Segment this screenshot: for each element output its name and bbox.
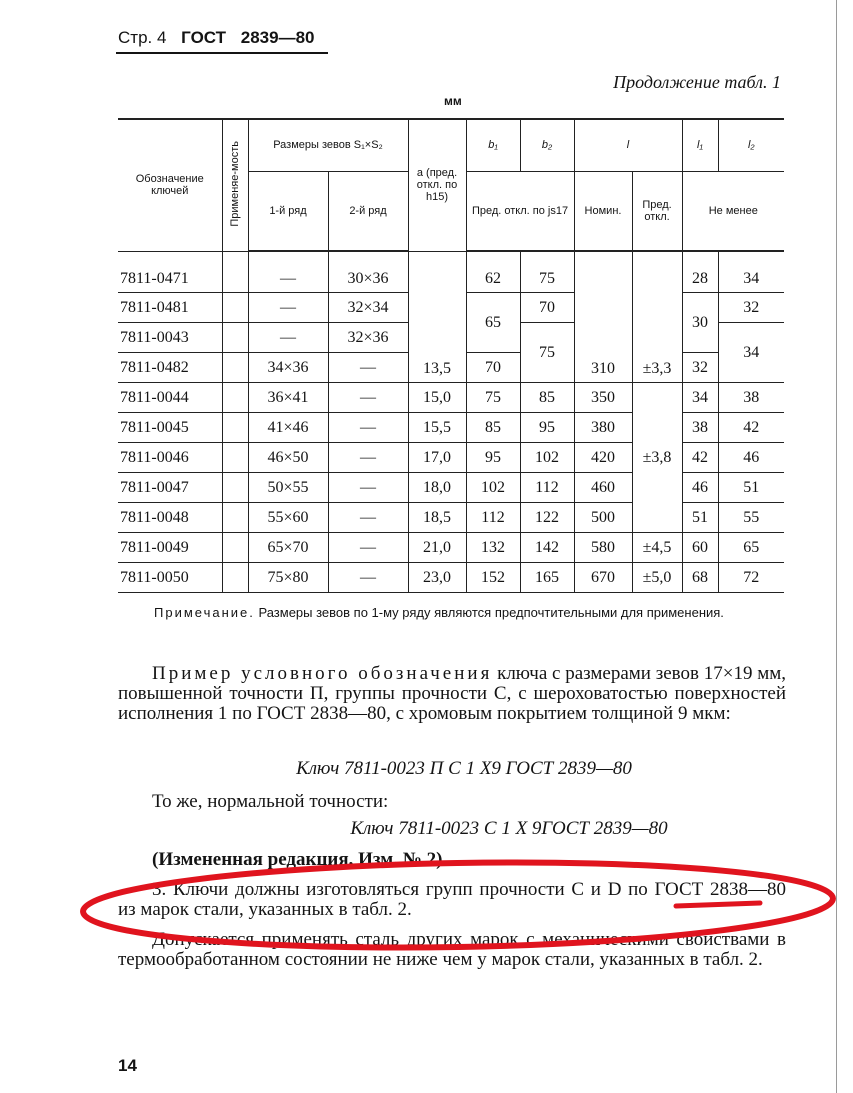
table-continuation-caption: Продолжение табл. 1 [613,72,781,92]
row-l2: 72 [718,563,784,593]
row-l1: 32 [682,353,718,383]
row-code: 7811-0471 [118,251,222,293]
row-code: 7811-0048 [118,503,222,533]
row-l1: 38 [682,413,718,443]
example-text: ключа с размерами зевов 17×19 мм, повышенной точности П, группы прочности С, с шероховатостью поверхностей исполнения 1 по ГОСТ 2838—80, с хромовым покрытием толщиной 9 мкм: [118,663,787,724]
header-page: Стр. 4 [118,28,167,47]
row-size-1: 46×50 [248,443,328,473]
row-code: 7811-0043 [118,323,222,353]
row-l-tolerance: ±4,5 [632,533,682,563]
row-l2: 34 [718,323,784,383]
row-b2: 165 [520,563,574,593]
row-code: 7811-0050 [118,563,222,593]
row-l-nominal: 380 [574,413,632,443]
row-l2: 65 [718,533,784,563]
row-code: 7811-0049 [118,533,222,563]
header-standard: ГОСТ [181,28,227,47]
row-l1: 51 [682,503,718,533]
row-a: 18,5 [408,503,466,533]
units-label: мм [444,94,462,108]
row-l1: 46 [682,473,718,503]
row-l-nominal: 670 [574,563,632,593]
header-l1: l₁ [682,119,718,171]
row-l-nominal: 460 [574,473,632,503]
merged-a: 13,5 [408,251,466,383]
row-l-nominal: 420 [574,443,632,473]
row-l1: 28 [682,251,718,293]
example-same: То же, нормальной точности: [152,791,389,812]
row-size-2: — [328,473,408,503]
header-number: 2839—80 [240,28,315,47]
row-l2: 34 [718,251,784,293]
header-row1: 1-й ряд [248,171,328,251]
header-nominal: Номин. [574,171,632,251]
row-b1: 75 [466,383,520,413]
row-code: 7811-0044 [118,383,222,413]
row-size-1: 65×70 [248,533,328,563]
row-b2: 95 [520,413,574,443]
row-b2: 142 [520,533,574,563]
row-a: 15,5 [408,413,466,443]
row-code: 7811-0046 [118,443,222,473]
row-code: 7811-0481 [118,293,222,323]
row-code: 7811-0045 [118,413,222,443]
row-code: 7811-0482 [118,353,222,383]
row-size-2: — [328,413,408,443]
row-a: 18,0 [408,473,466,503]
row-b2: 102 [520,443,574,473]
row-code: 7811-0047 [118,473,222,503]
red-underline-annotation [676,903,760,906]
example-lead: Пример условного обозначения [152,663,493,684]
row-a: 15,0 [408,383,466,413]
row-l-nominal: 350 [574,383,632,413]
row-size-1: 41×46 [248,413,328,443]
row-a: 17,0 [408,443,466,473]
note-label: Примечание. [154,605,255,620]
row-size-2: — [328,503,408,533]
row-b2: 70 [520,293,574,323]
row-size-2: — [328,383,408,413]
row-l2: 42 [718,413,784,443]
row-b1: 102 [466,473,520,503]
row-l2: 46 [718,443,784,473]
merged-l-tolerance-1: ±3,3 [632,251,682,383]
row-l1: 34 [682,383,718,413]
row-size-1: 55×60 [248,503,328,533]
row-b1: 62 [466,251,520,293]
header-b2: b₂ [520,119,574,171]
row-b1: 112 [466,503,520,533]
row-l-tolerance: ±5,0 [632,563,682,593]
row-b2: 122 [520,503,574,533]
merged-b2: 75 [520,323,574,383]
header-applicability-text: Применяе-мость [229,140,241,227]
row-size-2: — [328,353,408,383]
clause-3: 3. Ключи должны изготовляться групп прочности С и D по ГОСТ 2838—80 из марок стали, указанных в табл. 2. [118,879,786,920]
header-row2: 2-й ряд [328,171,408,251]
merged-l-tolerance-2: ±3,8 [632,383,682,533]
row-l2: 38 [718,383,784,413]
header-l2: l₂ [718,119,784,171]
note-text: Размеры зевов по 1-му ряду являются предпочтительными для применения. [254,605,724,620]
row-b2: 85 [520,383,574,413]
page-number: 14 [118,1056,137,1075]
row-l1: 42 [682,443,718,473]
row-size-2: 30×36 [328,251,408,293]
row-size-1: — [248,323,328,353]
row-size-1: 75×80 [248,563,328,593]
row-b1: 85 [466,413,520,443]
row-a: 21,0 [408,533,466,563]
row-l2: 32 [718,293,784,323]
row-size-1: — [248,293,328,323]
clause-3-continued: Допускается применять сталь других марок с механическими свойствами в термообработанном состоянии не ниже чем у марок стали, указанных в табл. 2. [118,929,786,970]
row-l2: 51 [718,473,784,503]
row-size-2: — [328,563,408,593]
row-b1: 152 [466,563,520,593]
row-l1: 30 [682,293,718,353]
example-key-2: Ключ 7811-0023 С 1 Х 9ГОСТ 2839—80 [350,818,668,839]
merged-l-nominal: 310 [574,251,632,383]
row-b1: 95 [466,443,520,473]
row-size-2: 32×36 [328,323,408,353]
row-size-2: 32×34 [328,293,408,323]
header-pred-otkl: Пред. откл. [632,171,682,251]
row-size-2: — [328,443,408,473]
revision-note: (Измененная редакция, Изм. № 2). [152,849,448,870]
header-not-less: Не менее [682,171,784,251]
row-size-1: 34×36 [248,353,328,383]
row-l1: 68 [682,563,718,593]
row-l1: 60 [682,533,718,563]
merged-b1: 65 [466,293,520,353]
header-l: l [574,119,682,171]
row-size-1: 50×55 [248,473,328,503]
row-b1: 70 [466,353,520,383]
row-b2: 75 [520,251,574,293]
header-designation: Обозначение ключей [118,119,222,251]
row-l-nominal: 500 [574,503,632,533]
header-a: a (пред. откл. по h15) [408,119,466,251]
example-key-1: Ключ 7811-0023 П С 1 Х9 ГОСТ 2839—80 [296,758,632,779]
header-tol-js17: Пред. откл. по js17 [466,171,574,251]
row-size-1: — [248,251,328,293]
row-l2: 55 [718,503,784,533]
row-a: 23,0 [408,563,466,593]
row-size-2: — [328,533,408,563]
header-jaw-sizes: Размеры зевов S₁×S₂ [248,119,408,171]
row-b1: 132 [466,533,520,563]
row-size-1: 36×41 [248,383,328,413]
row-b2: 112 [520,473,574,503]
row-l-nominal: 580 [574,533,632,563]
header-b1: b₁ [466,119,520,171]
